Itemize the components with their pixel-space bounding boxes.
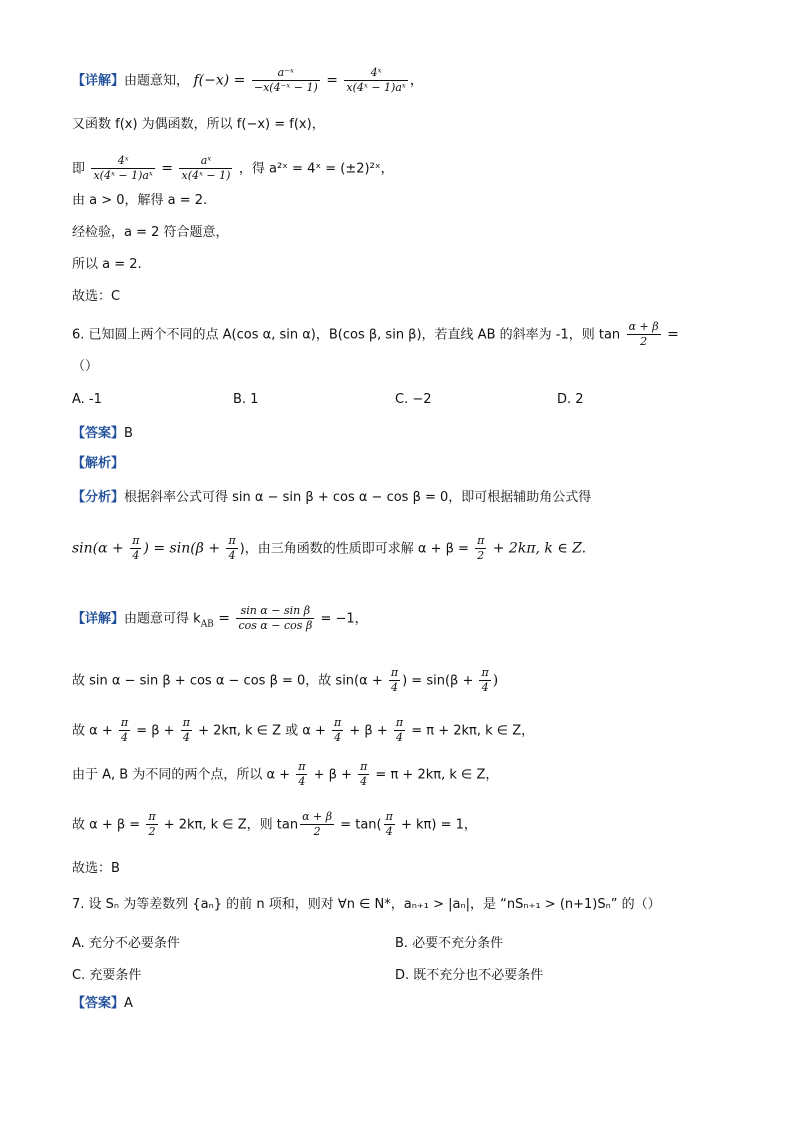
- fraction: $\frac{\text{aˣ}}{\text{x(4ˣ − 1)}}$: [181, 154, 231, 182]
- fraction: $\frac{\alpha + \beta}{2}$: [628, 320, 659, 348]
- detail-line-1: 【详解】由题意知， f(−x) = $\frac{\text{a⁻ˣ}}{\text{−x(4⁻ˣ − 1)}}$ = $\frac{\text{4ˣ}}{\text{x(4ˣ − 1)aˣ}}$ ，: [72, 66, 424, 94]
- question-7-stem: 7. 设 Sₙ 为等差数列 {aₙ} 的前 n 项和，则对 ∀n ∈ N*，aₙ₊₁ > |aₙ|，是 “nSₙ₊₁ > (n+1)Sₙ” 的（）: [72, 897, 661, 912]
- fraction: $\frac{\text{sin α − sin β}}{\text{cos α − cos β}}$: [238, 604, 313, 632]
- fraction: $\frac{\pi}{4}$: [481, 666, 489, 694]
- detail-tag: 【详解】: [72, 73, 125, 89]
- q6-option-c: C. −2: [395, 392, 432, 407]
- detail-line-5: 经检验，a = 2 符合题意，: [72, 225, 229, 240]
- fraction: $\frac{\text{4ˣ}}{\text{x(4ˣ − 1)aˣ}}$: [346, 66, 406, 94]
- detail-6-line-5: 故 α + β = $\frac{\pi}{2}$ + 2kπ, k ∈ Z，则 tan $\frac{\alpha + \beta}{2}$ = tan( $\frac{\pi}{4}$ + kπ) = 1，: [72, 810, 477, 838]
- fraction: $\frac{\pi}{4}$: [182, 716, 190, 744]
- detail-6-line-2: 故 sin α − sin β + cos α − cos β = 0，故 sin(α + $\frac{\pi}{4}$ ) = sin(β + $\frac{\pi}{4}$ ): [72, 666, 499, 694]
- question-6-stem: 6. 已知圆上两个不同的点 A(cos α, sin α)，B(cos β, sin β)，若直线 AB 的斜率为 -1，则 tan $\frac{\alpha + \beta}{2}$ =: [72, 320, 679, 348]
- fraction: $\frac{\pi}{4}$: [395, 716, 404, 744]
- q7-option-a: A. 充分不必要条件: [72, 936, 180, 951]
- q7-option-d: D. 既不充分也不必要条件: [395, 968, 544, 983]
- detail-6-line-4: 由于 A, B 为不同的两个点，所以 α + $\frac{\pi}{4}$ + β + $\frac{\pi}{4}$ = π + 2kπ, k ∈ Z，: [72, 760, 499, 788]
- analysis-6-line-1: 【分析】根据斜率公式可得 sin α − sin β + cos α − cos β = 0，即可根据辅助角公式得: [72, 490, 592, 505]
- question-6-paren: （）: [72, 359, 99, 374]
- detail-line-6: 所以 a = 2.: [72, 257, 142, 272]
- detail-line-2: 又函数 f(x) 为偶函数，所以 f(−x) = f(x)，: [72, 117, 325, 132]
- fraction: $\frac{\text{4ˣ}}{\text{x(4ˣ − 1)aˣ}}$: [93, 154, 153, 182]
- fraction: $\frac{\pi}{4}$: [360, 760, 368, 788]
- fraction: $\frac{\pi}{4}$: [120, 716, 129, 744]
- q7-option-c: C. 充要条件: [72, 968, 142, 983]
- analysis-6-line-2: sin(α + $\frac{\pi}{4}$ ) = sin(β + $\frac{\pi}{4}$ )，由三角函数的性质即可求解 α + β = $\frac{\pi}{2}$ + 2kπ, k ∈ Z.: [72, 534, 587, 562]
- detail-line-4: 由 a > 0，解得 a = 2.: [72, 193, 208, 208]
- detail-line-7: 故选：C: [72, 289, 121, 304]
- detail-6-line-3: 故 α + $\frac{\pi}{4}$ = β + $\frac{\pi}{4}$ + 2kπ, k ∈ Z 或 α + $\frac{\pi}{4}$ + β + $\frac{\pi}{4}$ = π + 2kπ, k ∈ Z，: [72, 716, 535, 744]
- detail-6-line-1: 【详解】由题意可得 $k_{AB}$ = $\frac{\text{sin α − sin β}}{\text{cos α − cos β}}$ = −1，: [72, 604, 368, 632]
- fraction: $\frac{\pi}{4}$: [390, 666, 399, 694]
- fraction: $\frac{\pi}{2}$: [148, 810, 156, 838]
- q6-option-a: A. -1: [72, 392, 102, 407]
- q7-option-b: B. 必要不充分条件: [395, 936, 504, 951]
- analysis-6-heading: 【解析】: [72, 456, 125, 471]
- fraction: $\frac{\text{a⁻ˣ}}{\text{−x(4⁻ˣ − 1)}}$: [253, 66, 318, 94]
- fraction: $\frac{\pi}{4}$: [334, 716, 342, 744]
- fraction: $\frac{\pi}{4}$: [228, 534, 236, 562]
- answer-7: 【答案】A: [72, 996, 133, 1011]
- answer-6: 【答案】B: [72, 426, 133, 441]
- detail-line-3: 即 $\frac{\text{4ˣ}}{\text{x(4ˣ − 1)aˣ}}$ = $\frac{\text{aˣ}}{\text{x(4ˣ − 1)}}$ ，得 a²ˣ = 4ˣ = (±2)²ˣ，: [72, 154, 394, 182]
- q6-option-b: B. 1: [233, 392, 259, 407]
- fraction: $\frac{\pi}{4}$: [385, 810, 393, 838]
- fraction: $\frac{\pi}{4}$: [298, 760, 306, 788]
- q6-option-d: D. 2: [557, 392, 584, 407]
- fraction: $\frac{\pi}{2}$: [477, 534, 485, 562]
- fraction: $\frac{\alpha + \beta}{2}$: [302, 810, 333, 838]
- detail-6-choice: 故选：B: [72, 861, 120, 876]
- fraction: $\frac{\pi}{4}$: [132, 534, 140, 562]
